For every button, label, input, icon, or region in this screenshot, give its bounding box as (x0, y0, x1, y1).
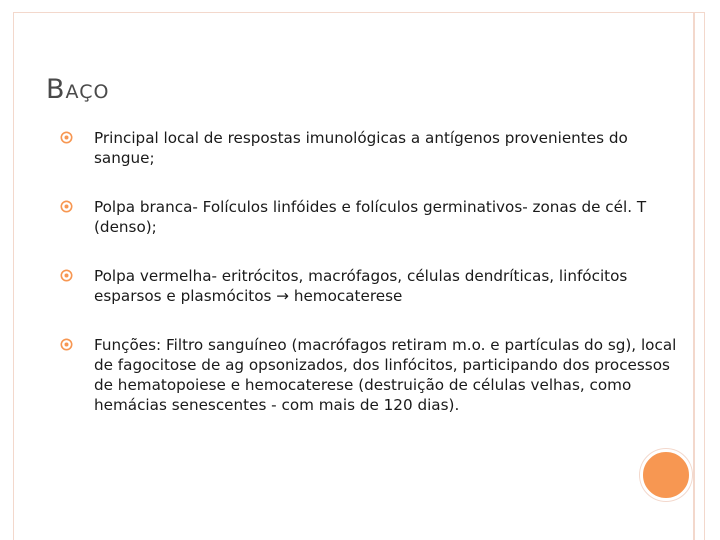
list-item (60, 266, 680, 306)
circle-bullet-icon (60, 338, 73, 351)
decorative-circle-icon (640, 449, 692, 501)
list-item (60, 197, 680, 237)
list-item (60, 128, 680, 168)
slide-frame-strip (693, 12, 695, 540)
list-item (60, 335, 680, 415)
bullet-text: Principal local de respostas imunológicas a antígenos provenientes do sangue; (94, 129, 628, 167)
slide-title (46, 74, 109, 105)
circle-bullet-icon (60, 200, 73, 213)
slide-title-rest: AÇO (65, 81, 110, 103)
slide-title-initial: B (46, 74, 66, 105)
bullet-text: Polpa vermelha- eritrócitos, macrófagos, células dendríticas, linfócitos esparsos e plasmócitos → hemocaterese (94, 267, 628, 305)
bullet-text: Funções: Filtro sanguíneo (macrófagos retiram m.o. e partículas do sg), local de fagocitose de ag opsonizados, dos linfócitos, participando dos processos de hematopoiese e hemocaterese (destruição de células velhas, como hemácias senescentes - com mais de 120 dias). (94, 336, 677, 414)
circle-bullet-icon (60, 269, 73, 282)
bullet-list (60, 128, 680, 444)
circle-bullet-icon (60, 131, 73, 144)
bullet-text: Polpa branca- Folículos linfóides e folículos germinativos- zonas de cél. T (denso); (94, 198, 647, 236)
